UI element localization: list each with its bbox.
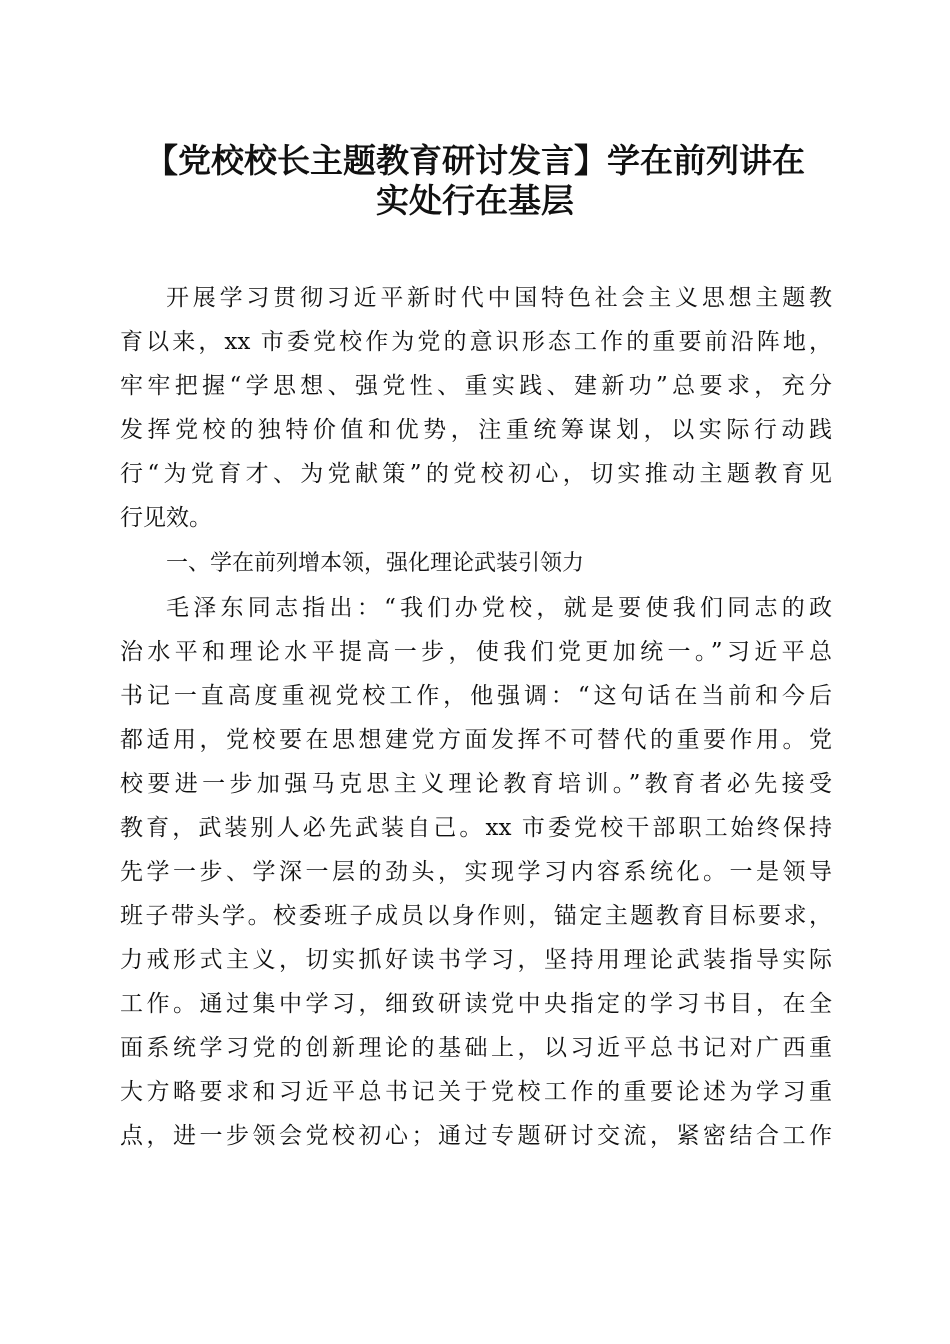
paragraph-2-line-7: 先学一步、学深一层的劲头，实现学习内容系统化。一是领导 xyxy=(120,859,832,885)
paragraph-1-line-4: 发挥党校的独特价值和优势，注重统筹谋划，以实际行动践 xyxy=(120,417,832,443)
paragraph-2-line-4: 都适用，党校要在思想建党方面发挥不可替代的重要作用。党 xyxy=(120,727,832,753)
document-title-line-1: 【党校校长主题教育研讨发言】学在前列讲在 xyxy=(145,141,805,180)
paragraph-2-line-1: 毛泽东同志指出：“我们办党校，就是要使我们同志的政 xyxy=(166,595,832,621)
paragraph-2-line-3: 书记一直高度重视党校工作，他强调：“这句话在当前和今后 xyxy=(120,683,832,709)
paragraph-2-line-8: 班子带头学。校委班子成员以身作则，锚定主题教育目标要求， xyxy=(120,903,832,929)
paragraph-2-line-12: 大方略要求和习近平总书记关于党校工作的重要论述为学习重 xyxy=(120,1079,832,1105)
paragraph-2-line-5: 校要进一步加强马克思主义理论教育培训。”教育者必先接受 xyxy=(120,771,832,797)
section-1-heading: 一、学在前列增本领，强化理论武装引领力 xyxy=(166,551,585,576)
paragraph-2-line-13: 点，进一步领会党校初心；通过专题研讨交流，紧密结合工作 xyxy=(120,1123,832,1149)
document-title-line-2: 实处行在基层 xyxy=(376,181,574,220)
paragraph-1-line-2: 育以来，xx 市委党校作为党的意识形态工作的重要前沿阵地， xyxy=(120,329,832,355)
paragraph-1-line-3: 牢牢把握“学思想、强党性、重实践、建新功”总要求，充分 xyxy=(120,373,832,399)
paragraph-2-line-6: 教育，武装别人必先武装自己。xx 市委党校干部职工始终保持 xyxy=(120,815,832,841)
paragraph-1-line-5: 行“为党育才、为党献策”的党校初心，切实推动主题教育见 xyxy=(120,461,832,487)
paragraph-2-line-2: 治水平和理论水平提高一步，使我们党更加统一。”习近平总 xyxy=(120,639,832,665)
paragraph-2-line-11: 面系统学习党的创新理论的基础上，以习近平总书记对广西重 xyxy=(120,1035,832,1061)
paragraph-2-line-10: 工作。通过集中学习，细致研读党中央指定的学习书目，在全 xyxy=(120,991,832,1017)
paragraph-1-line-6: 行见效。 xyxy=(120,505,212,531)
paragraph-1-line-1: 开展学习贯彻习近平新时代中国特色社会主义思想主题教 xyxy=(166,285,832,311)
paragraph-2-line-9: 力戒形式主义，切实抓好读书学习，坚持用理论武装指导实际 xyxy=(120,947,832,973)
